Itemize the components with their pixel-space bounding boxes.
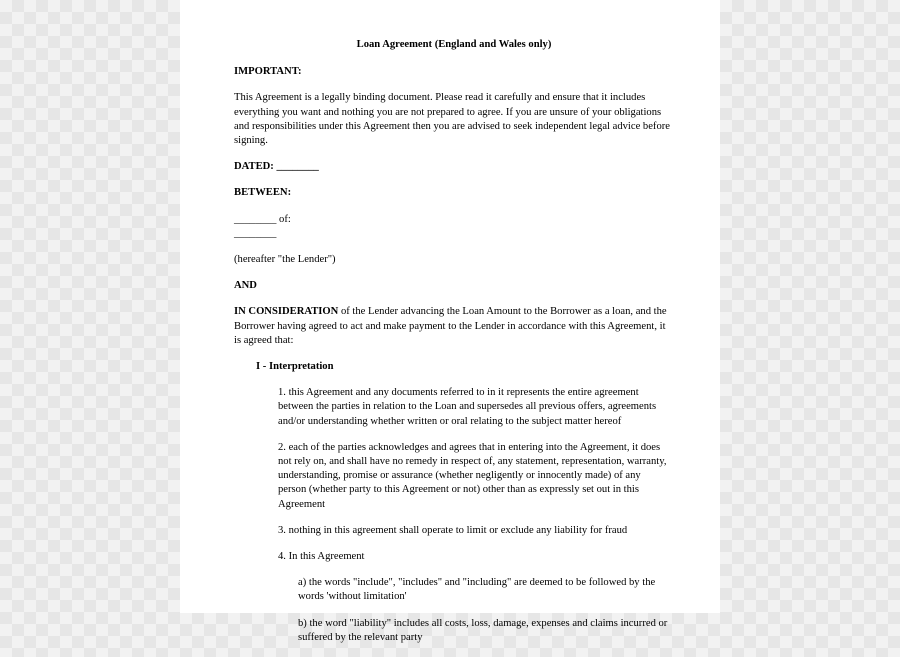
text-line: a) the words "include", "includes" and "including" are deemed to be followed by the (298, 577, 656, 589)
text-line: understanding, promise or assurance (whether negligently or innocently made) of any (278, 470, 641, 482)
text-line (234, 305, 674, 319)
text-line: b) the word "liability" includes all costs, loss, damage, expenses and claims incurred or (298, 617, 668, 629)
consideration-rest: of the Lender advancing the Loan Amount to the Borrower as a loan, and the (338, 306, 667, 318)
dated-line: DATED: ________ (234, 161, 319, 173)
subclause-b (234, 617, 674, 645)
subclause-a (234, 576, 674, 604)
text-line: suffered by the relevant party (298, 631, 423, 643)
document-page (180, 0, 720, 643)
consideration-paragraph (234, 305, 674, 348)
lender-reference: (hereafter "the Lender") (234, 254, 336, 266)
text-line: This Agreement is a legally binding document. Please read it carefully and ensure that it includes (234, 92, 646, 104)
text-line: between the parties in relation to the Loan and supersedes all previous offers, agreements (278, 401, 657, 413)
important-heading: IMPORTANT: (234, 66, 302, 78)
text-line: Agreement (278, 498, 326, 510)
important-paragraph (234, 91, 674, 148)
party-name-line: ________ of: (234, 213, 291, 225)
clause-1 (234, 386, 674, 429)
document-title: Loan Agreement (England and Wales only) (356, 39, 552, 50)
clause-4: 4. In this Agreement (278, 551, 365, 563)
text-line: and/or understanding whether written or oral relating to the subject matter hereof (278, 415, 622, 427)
section-heading-interpretation: I - Interpretation (256, 361, 334, 373)
text-line: and responsibilities under this Agreement then you are advised to seek independent legal advice before (234, 120, 670, 132)
clause-2 (234, 441, 674, 512)
clause-3: 3. nothing in this agreement shall operate to limit or exclude any liability for fraud (278, 524, 628, 536)
document-body (234, 38, 674, 657)
text-line: 2. each of the parties acknowledges and agrees that in entering into the Agreement, it does (278, 441, 661, 453)
party-address-line: ________ (234, 227, 277, 239)
text-line: person (whether party to this Agreement or not) other than as expressly set out in this (278, 484, 639, 496)
between-heading: BETWEEN: (234, 187, 292, 199)
text-line: is agreed that: (234, 334, 294, 346)
text-line: signing. (234, 135, 268, 147)
and-heading: AND (234, 280, 257, 292)
text-line: Borrower having agreed to act and make payment to the Lender in accordance with this Agreement, it (234, 320, 666, 332)
party-block (234, 213, 674, 241)
text-line: not rely on, and shall have no remedy in respect of, any statement, representation, warranty, (278, 456, 667, 468)
text-line: words 'without limitation' (298, 591, 407, 603)
text-line: 1. this Agreement and any documents referred to in it represents the entire agreement (278, 387, 639, 399)
consideration-bold: IN CONSIDERATION (234, 306, 339, 318)
text-line: everything you want and nothing you are not prepared to agree. If you are unsure of your obligations (234, 106, 662, 118)
